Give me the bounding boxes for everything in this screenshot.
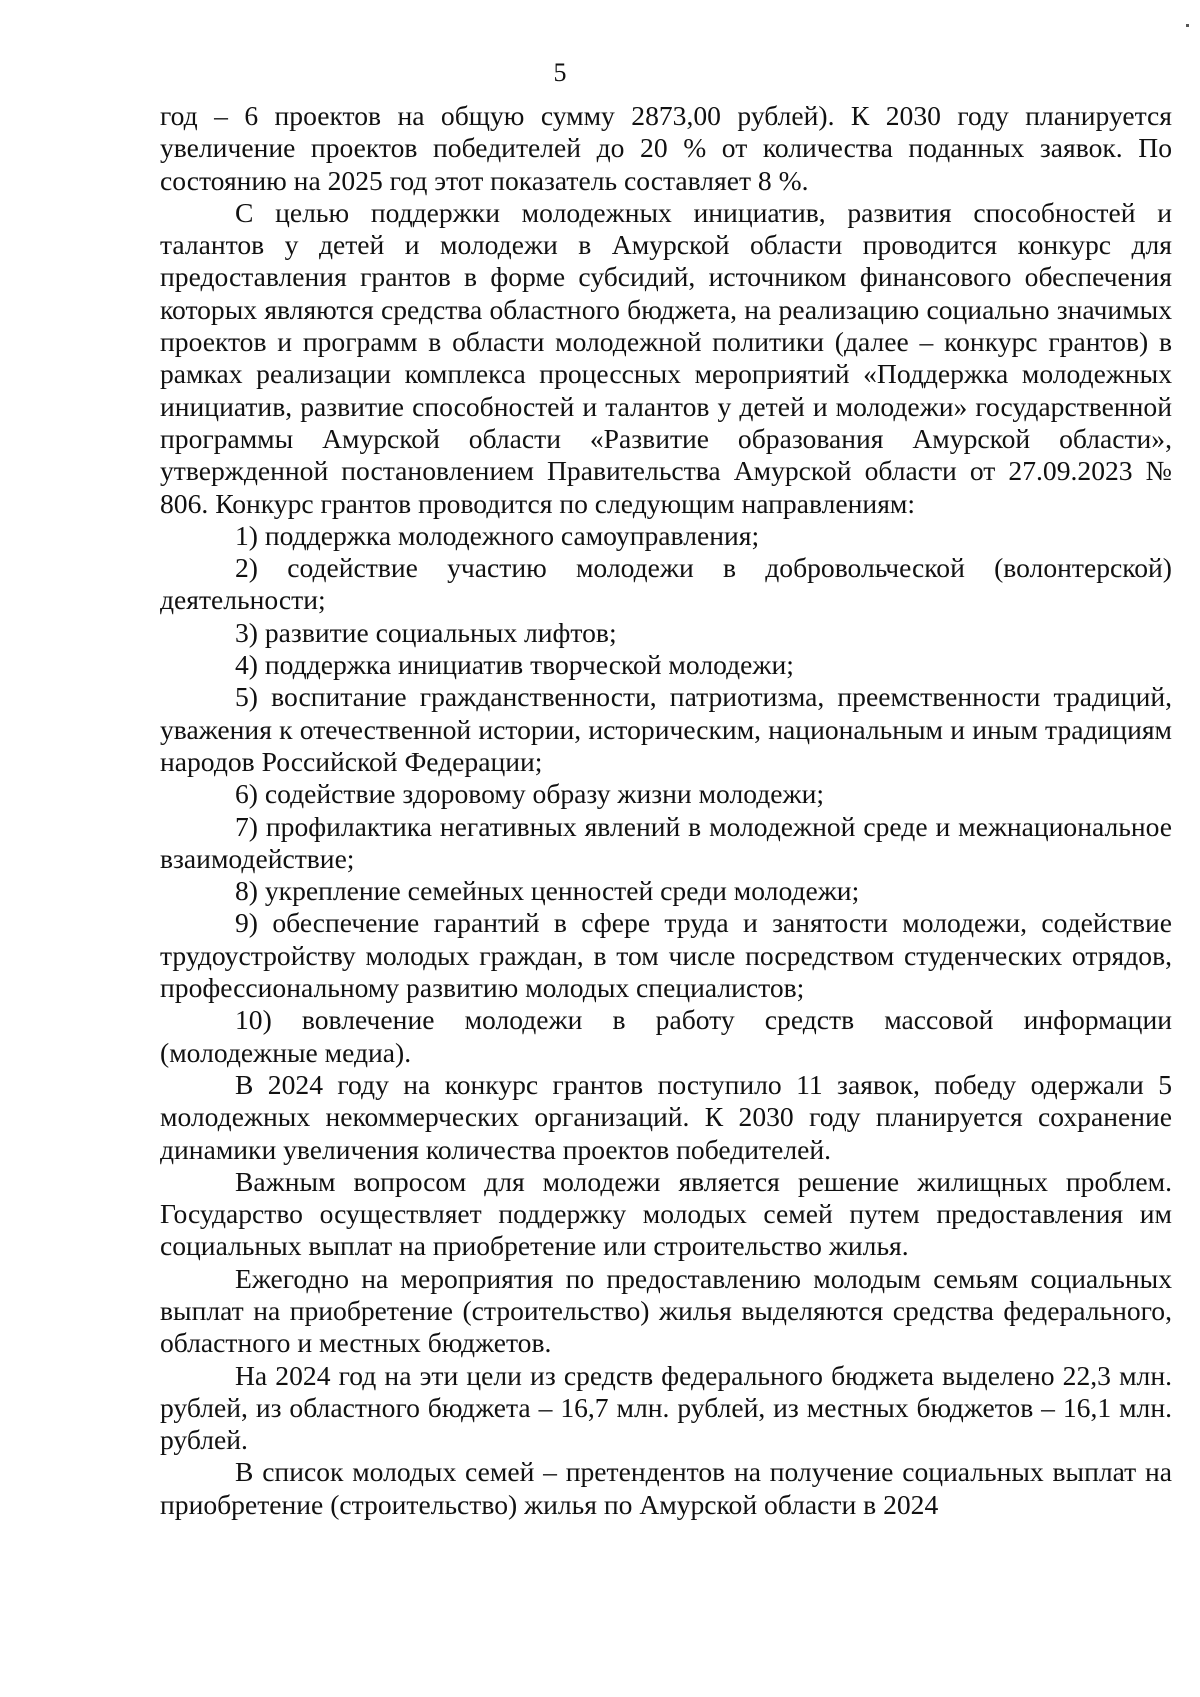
list-item-direction-7: 7) профилактика негативных явлений в молодежной среде и межнациональное взаимодействие;	[160, 810, 1172, 874]
paragraph-2024-applications: В 2024 году на конкурс грантов поступило 11 заявок, победу одержали 5 молодежных некоммерческих организаций. К 2030 году планируется сохранение динамики увеличения количества проектов победителей.	[160, 1068, 1172, 1165]
document-body	[160, 100, 1172, 1521]
paragraph-young-families-list: В список молодых семей – претендентов на получение социальных выплат на приобретение (строительство) жилья по Амурской области в 2024	[160, 1456, 1172, 1520]
list-item-direction-9: 9) обеспечение гарантий в сфере труда и занятости молодежи, содействие трудоустройству молодых граждан, в том числе посредством студенческих отрядов, профессиональному развитию молодых специалистов;	[160, 907, 1172, 1004]
list-item-direction-2: 2) содействие участию молодежи в добровольческой (волонтерской) деятельности;	[160, 552, 1172, 616]
page-number: 5	[553, 58, 567, 87]
list-item-direction-4: 4) поддержка инициатив творческой молодежи;	[235, 649, 794, 681]
list-item-direction-1: 1) поддержка молодежного самоуправления;	[235, 519, 760, 551]
paragraph-grants-contest: С целью поддержки молодежных инициатив, развития способностей и талантов у детей и молодежи в Амурской области проводится конкурс для предоставления грантов в форме субсидий, источником финансового обеспечения которых являются средства областного бюджета, на реализацию социально значимых проектов и программ в области молодежной политики (далее – конкурс грантов) в рамках реализации комплекса процессных мероприятий «Поддержка молодежных инициатив, развитие способностей и талантов у детей и молодежи» государственной программы Амурской области «Развитие образования Амурской области», утвержденной постановлением Правительства Амурской области от 27.09.2023 № 806. Конкурс грантов проводится по следующим направлениям:	[160, 196, 1172, 519]
scan-speck	[1186, 24, 1189, 27]
list-item-direction-6: 6) содействие здоровому образу жизни молодежи;	[235, 778, 825, 810]
paragraph-annual-funding: Ежегодно на мероприятия по предоставлению молодым семьям социальных выплат на приобретение (строительство) жилья выделяются средства федерального, областного и местных бюджетов.	[160, 1262, 1172, 1359]
paragraph-housing-problems: Важным вопросом для молодежи является решение жилищных проблем. Государство осуществляет поддержку молодых семей путем предоставления им социальных выплат на приобретение или строительство жилья.	[160, 1165, 1172, 1262]
list-item-direction-3: 3) развитие социальных лифтов;	[235, 616, 617, 648]
list-item-direction-8: 8) укрепление семейных ценностей среди молодежи;	[235, 875, 860, 907]
list-item-direction-10: 10) вовлечение молодежи в работу средств массовой информации (молодежные медиа).	[160, 1004, 1172, 1068]
paragraph-2024-budget: На 2024 год на эти цели из средств федерального бюджета выделено 22,3 млн. рублей, из областного бюджета – 16,7 млн. рублей, из местных бюджетов – 16,1 млн. рублей.	[160, 1359, 1172, 1456]
list-item-direction-5: 5) воспитание гражданственности, патриотизма, преемственности традиций, уважения к отечественной истории, историческим, национальным и иным традициям народов Российской Федерации;	[160, 681, 1172, 777]
paragraph-continuation: год – 6 проектов на общую сумму 2873,00 рублей). К 2030 году планируется увеличение проектов победителей до 20 % от количества поданных заявок. По состоянию на 2025 год этот показатель составляет 8 %.	[160, 100, 1172, 196]
